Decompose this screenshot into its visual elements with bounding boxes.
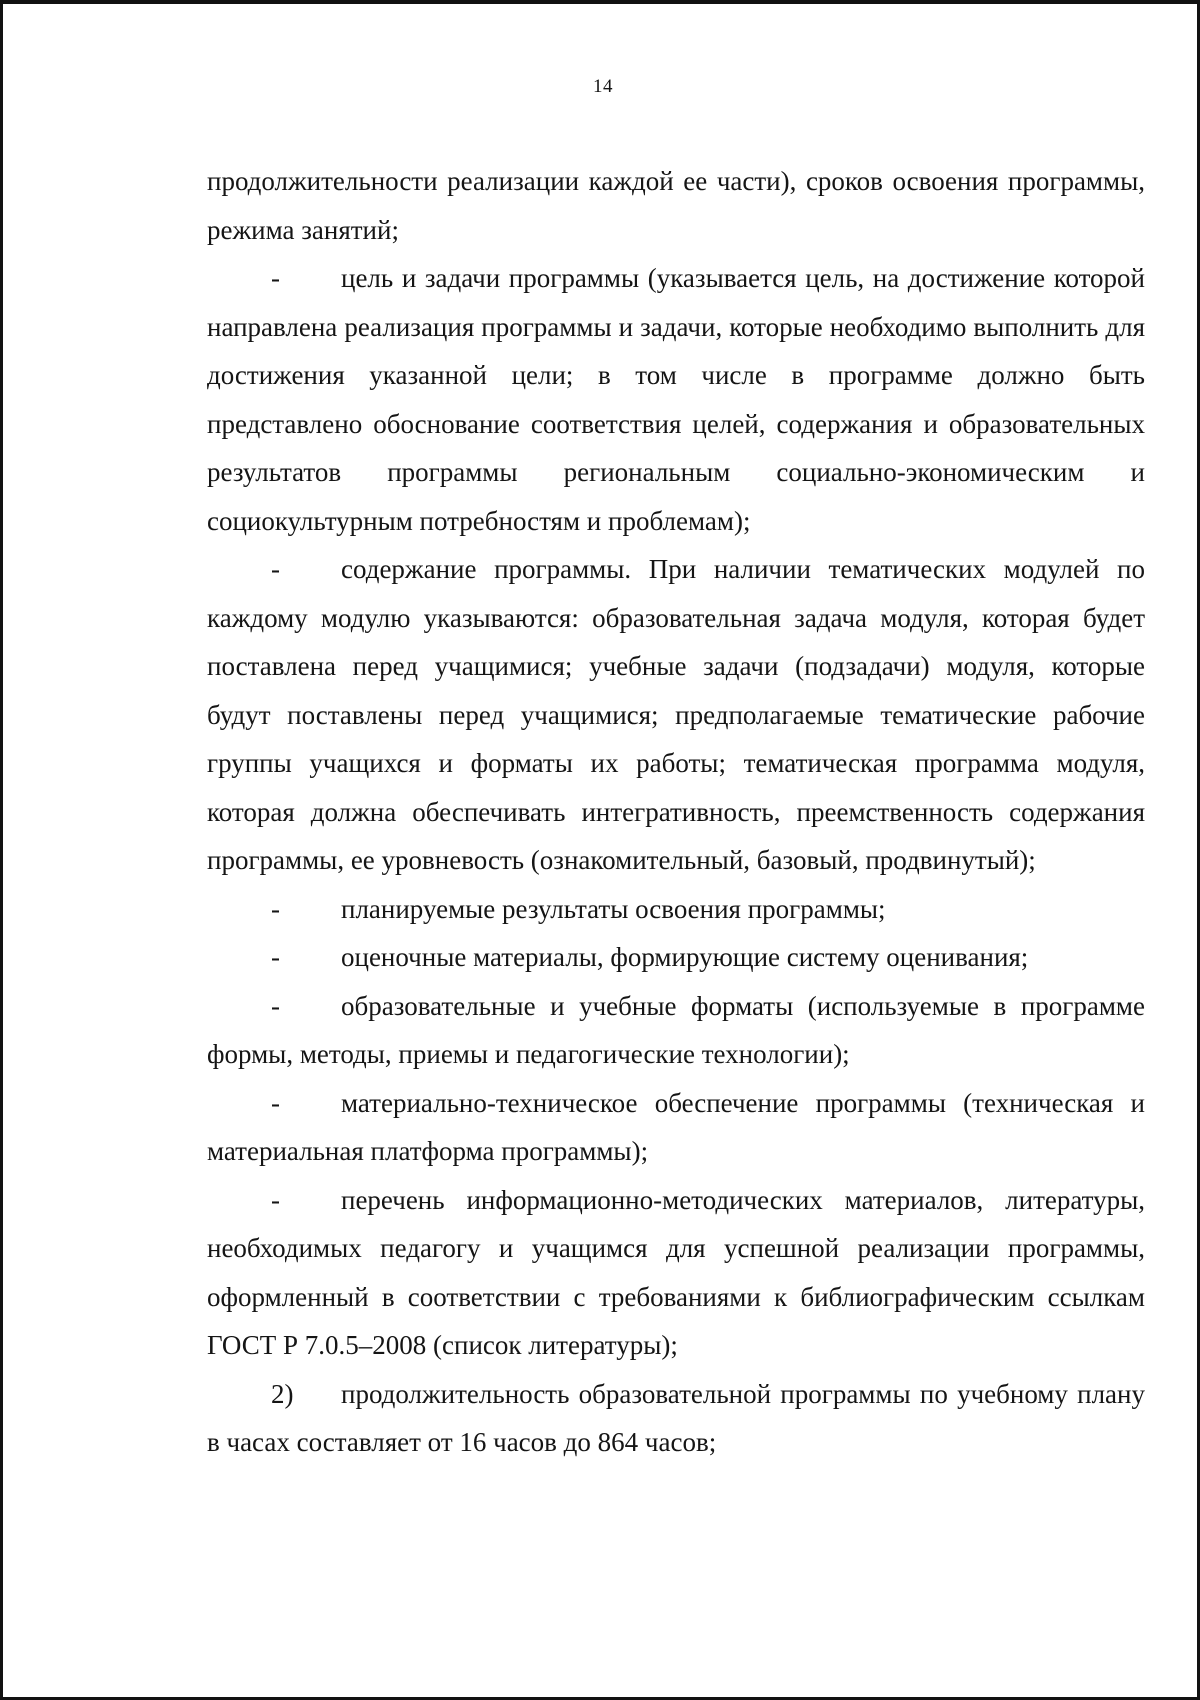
list-item-text: образовательные и учебные форматы (используемые в программе формы, методы, приемы и педагогические технологии); [207, 990, 1145, 1069]
list-item [207, 254, 1145, 545]
list-marker: - [271, 554, 280, 584]
list-item [207, 545, 1145, 885]
list-item [207, 933, 1145, 982]
list-number: 2) [271, 1378, 294, 1409]
paragraph-continuation [207, 157, 1145, 254]
list-marker: - [271, 990, 280, 1021]
document-body [207, 157, 1145, 1467]
numbered-item [207, 1370, 1145, 1467]
list-marker: - [271, 942, 280, 972]
paragraph-text: продолжительности реализации каждой ее части), сроков освоения программы, режима занятий; [207, 166, 1145, 245]
list-marker: - [271, 1184, 280, 1215]
page-number: 14 [593, 76, 613, 97]
numbered-item-text: продолжительность образовательной программы по учебному плану в часах составляет от 16 часов до 864 часов; [207, 1378, 1145, 1457]
list-item-text: содержание программы. При наличии тематических модулей по каждому модулю указываются: образовательная задача модуля, которая будет поставлена перед учащимися; учебные задачи (подзадачи) модуля, которые будут поставлены перед учащимися; предполагаемые тематические рабочие группы учащихся и форматы их работы; тематическая программа модуля, которая должна обеспечивать интегративность, преемственность содержания программы, ее уровневость (ознакомительный, базовый, продвинутый); [207, 554, 1145, 875]
list-item-text: материально-техническое обеспечение программы (техническая и материальная платформа программы); [207, 1087, 1145, 1166]
list-item-text: цель и задачи программы (указывается цель, на достижение которой направлена реализация программы и задачи, которые необходимо выполнить для достижения указанной цели; в том числе в программе должно быть представлено обоснование соответствия целей, содержания и образовательных результатов программы региональным социально-экономическим и социокультурным потребностям и проблемам); [207, 263, 1145, 536]
list-marker: - [271, 893, 280, 924]
list-item-text: оценочные материалы, формирующие систему оценивания; [341, 942, 1029, 972]
list-item [207, 885, 1145, 934]
list-marker: - [271, 263, 280, 293]
list-item [207, 1176, 1145, 1370]
list-marker: - [271, 1087, 280, 1118]
list-item [207, 982, 1145, 1079]
list-item-text: планируемые результаты освоения программы; [341, 893, 886, 924]
list-item [207, 1079, 1145, 1176]
list-item-text: перечень информационно-методических материалов, литературы, необходимых педагогу и учащимся для успешной реализации программы, оформленный в соответствии с требованиями к библиографическим ссылкам ГОСТ Р 7.0.5–2008 (список литературы); [207, 1184, 1145, 1360]
